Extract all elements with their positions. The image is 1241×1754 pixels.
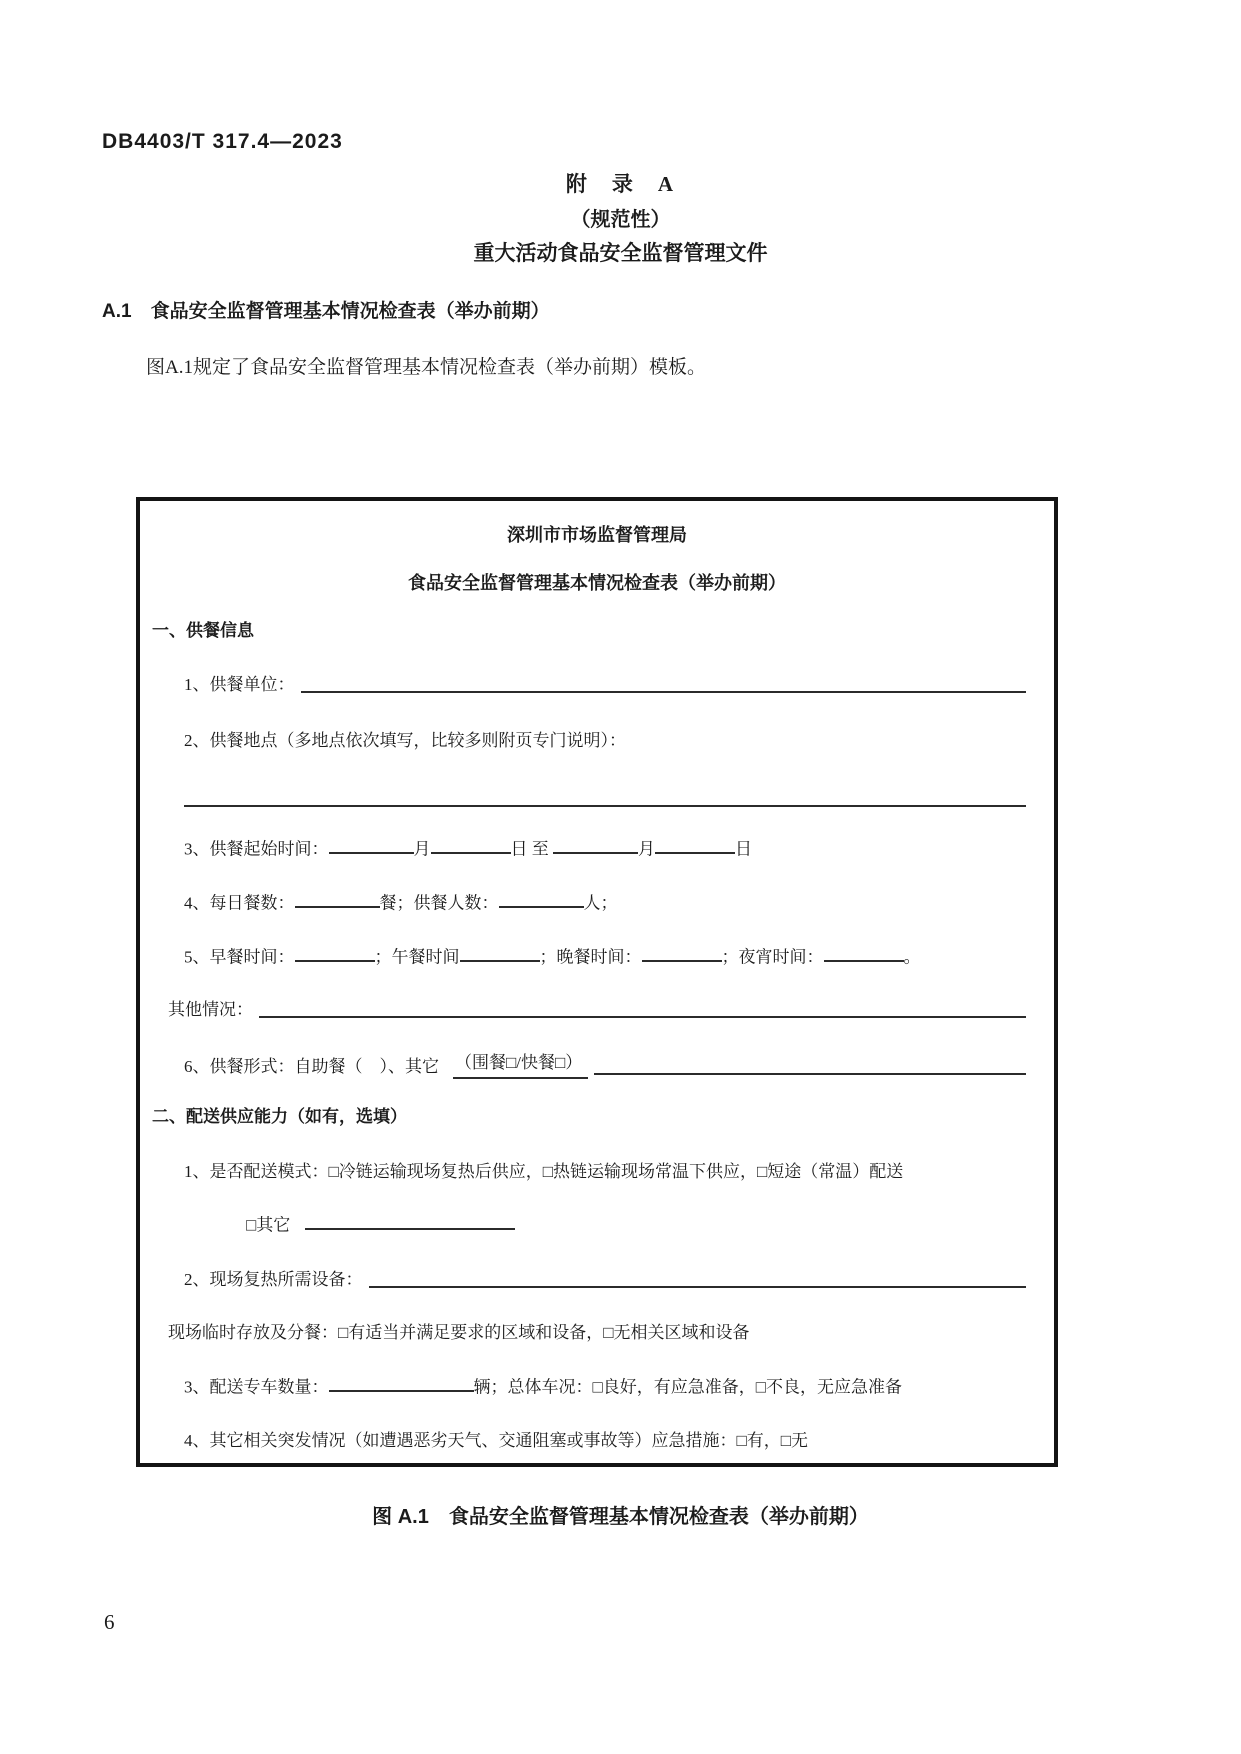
form-row-emergency xyxy=(184,1429,1026,1453)
meals-count-blank xyxy=(295,891,380,908)
start-day-blank xyxy=(431,837,511,854)
supper-label: ；夜宵时间： xyxy=(721,947,824,967)
diners-suffix-label: 人； xyxy=(583,893,618,913)
section-a1-intro: 图A.1规定了食品安全监督管理基本情况检查表（举办前期）模板。 xyxy=(146,357,706,378)
location-answer-line xyxy=(184,779,1026,807)
form-row-reheat-equipment xyxy=(184,1268,1026,1292)
month-label-2: 月 xyxy=(638,839,655,859)
serving-style-label: 6、供餐形式：自助餐（ ）、其它 xyxy=(184,1057,439,1076)
other-info-blank-line xyxy=(259,1016,1026,1018)
form-row-delivery-other xyxy=(246,1213,1026,1237)
diners-count-blank xyxy=(499,891,584,908)
delivery-other-blank xyxy=(305,1213,515,1230)
supplier-blank-line xyxy=(301,691,1027,693)
form-row-storage-serving xyxy=(168,1321,1026,1345)
form-row-meals xyxy=(184,891,1026,915)
supper-time-blank xyxy=(824,945,904,962)
serving-style-options: （围餐□/快餐□） xyxy=(453,1051,588,1079)
form-row-location xyxy=(184,729,1026,753)
form-org-title: 深圳市市场监督管理局 xyxy=(507,525,687,545)
form-row-dates xyxy=(184,837,1026,861)
start-month-blank xyxy=(329,837,414,854)
dinner-time-blank xyxy=(642,945,722,962)
form-row-other-info xyxy=(168,998,1026,1022)
reheat-equipment-label: 2、现场复热所需设备： xyxy=(184,1270,363,1289)
to-label: 日 至 xyxy=(510,839,553,859)
other-info-label: 其他情况： xyxy=(168,1000,253,1019)
location-label: 2、供餐地点（多地点依次填写，比较多则附页专门说明）： xyxy=(184,731,626,750)
form-section1-heading: 一、供餐信息 xyxy=(152,621,254,640)
end-month-blank xyxy=(553,837,638,854)
delivery-mode-text: 1、是否配送模式：□冷链运输现场复热后供应，□热链运输现场常温下供应，□短途（常温）配送 xyxy=(184,1162,904,1181)
section-a1-heading: A.1 食品安全监督管理基本情况检查表（举办前期） xyxy=(102,301,550,322)
breakfast-label: 5、早餐时间： xyxy=(184,947,295,967)
form-title: 食品安全监督管理基本情况检查表（举办前期） xyxy=(408,573,786,593)
form-row-delivery-mode xyxy=(184,1160,1026,1184)
vehicles-label: 3、配送专车数量： xyxy=(184,1377,329,1397)
vehicles-condition-text: 辆；总体车况：□良好，有应急准备，□不良，无应急准备 xyxy=(473,1377,903,1397)
dates-label: 3、供餐起始时间： xyxy=(184,839,329,859)
month-label: 月 xyxy=(413,839,431,859)
lunch-label: ；午餐时间 xyxy=(374,947,460,967)
doc-number: DB4403/T 317.4—2023 xyxy=(102,130,343,153)
breakfast-time-blank xyxy=(295,945,375,962)
delivery-other-label: □其它 xyxy=(246,1215,291,1235)
form-box xyxy=(136,497,1058,1467)
figure-caption: 图 A.1 食品安全监督管理基本情况检查表（举办前期） xyxy=(372,1506,869,1528)
appendix-heading: 重大活动食品安全监督管理文件 xyxy=(473,241,768,265)
form-row-vehicles xyxy=(184,1375,1026,1399)
meals-label: 4、每日餐数： xyxy=(184,893,295,913)
form-row-serving-style xyxy=(184,1051,1026,1079)
end-day-blank xyxy=(655,837,735,854)
page-number: 6 xyxy=(104,1610,115,1634)
period-label: 。 xyxy=(903,947,921,967)
form-row-supplier xyxy=(184,673,1026,697)
storage-serving-text: 现场临时存放及分餐：□有适当并满足要求的区域和设备，□无相关区域和设备 xyxy=(168,1323,750,1342)
meals-mid-label: 餐；供餐人数： xyxy=(379,893,499,913)
emergency-text: 4、其它相关突发情况（如遭遇恶劣天气、交通阻塞或事故等）应急措施：□有，□无 xyxy=(184,1431,809,1450)
appendix-title: 附 录 A xyxy=(565,172,676,196)
appendix-subtitle: （规范性） xyxy=(570,209,671,231)
vehicles-count-blank xyxy=(329,1375,474,1392)
day-label-2: 日 xyxy=(735,839,752,859)
supplier-label: 1、供餐单位： xyxy=(184,675,295,694)
dinner-label: ；晚餐时间： xyxy=(539,947,642,967)
lunch-time-blank xyxy=(460,945,540,962)
form-row-meal-times xyxy=(184,945,1026,969)
serving-style-blank-line xyxy=(594,1073,1026,1075)
form-section2-heading: 二、配送供应能力（如有，选填） xyxy=(152,1107,407,1126)
reheat-equipment-blank-line xyxy=(369,1286,1027,1288)
